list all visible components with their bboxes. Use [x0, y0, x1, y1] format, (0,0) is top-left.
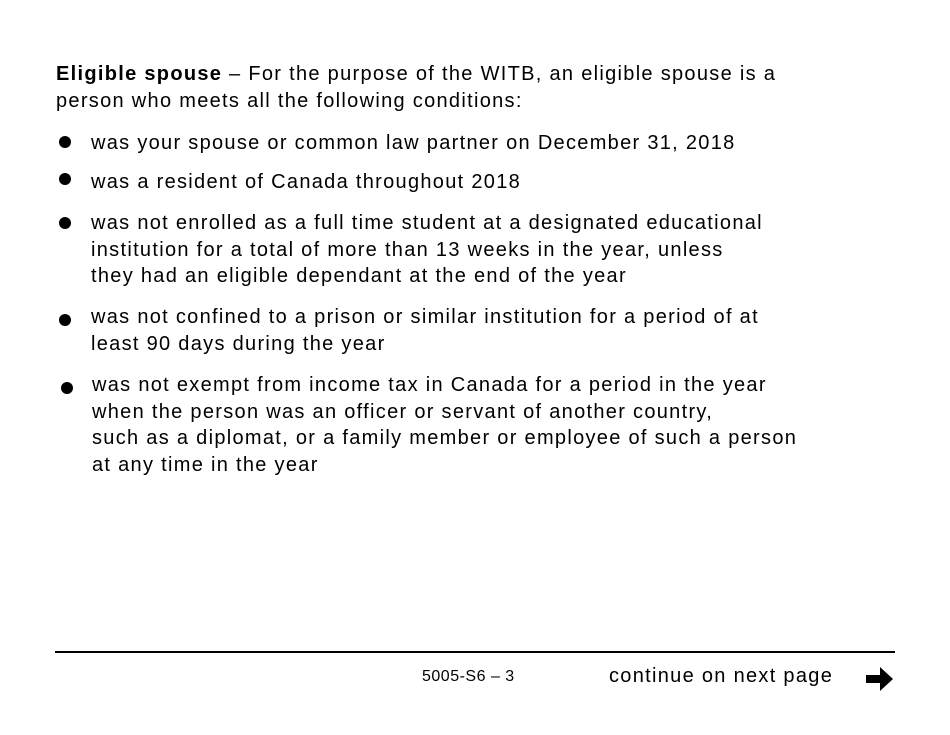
condition-line: was a resident of Canada throughout 2018	[91, 171, 522, 193]
bullet-icon	[59, 136, 71, 148]
intro-line-1	[56, 61, 906, 88]
bullet-icon	[59, 314, 71, 326]
condition-text	[91, 210, 921, 290]
condition-line: they had an eligible dependant at the end of the year	[91, 265, 627, 287]
condition-line: institution for a total of more than 13 weeks in the year, unless	[91, 238, 724, 261]
definition-intro	[56, 61, 906, 115]
condition-line: was not exempt from income tax in Canada for a period in the year	[92, 374, 767, 396]
defined-term: Eligible spouse	[56, 63, 223, 85]
condition-line: was not enrolled as a full time student at a designated educational	[91, 212, 763, 234]
condition-text	[91, 304, 921, 357]
intro-line-1-text: – For the purpose of the WITB, an eligible spouse is a	[222, 63, 777, 85]
condition-line: at any time in the year	[92, 453, 319, 476]
form-page-number: 5005-S6 – 3	[422, 668, 515, 685]
bullet-icon	[59, 173, 71, 185]
intro-line-2: person who meets all the following conditions:	[56, 90, 523, 112]
condition-line: was your spouse or common law partner on December 31, 2018	[91, 132, 736, 154]
condition-text	[91, 169, 921, 196]
bullet-icon	[59, 217, 71, 229]
right-arrow-icon	[866, 666, 894, 692]
condition-line: least 90 days during the year	[91, 332, 386, 355]
condition-text	[92, 372, 922, 478]
footer-divider	[55, 651, 895, 653]
condition-line: such as a diplomat, or a family member or employee of such a person	[92, 427, 798, 449]
condition-text	[91, 130, 921, 157]
condition-line: when the person was an officer or servant of another country,	[92, 400, 714, 423]
continue-next-page-label: continue on next page	[609, 665, 834, 687]
condition-line: was not confined to a prison or similar institution for a period of at	[91, 306, 759, 328]
bullet-icon	[61, 382, 73, 394]
